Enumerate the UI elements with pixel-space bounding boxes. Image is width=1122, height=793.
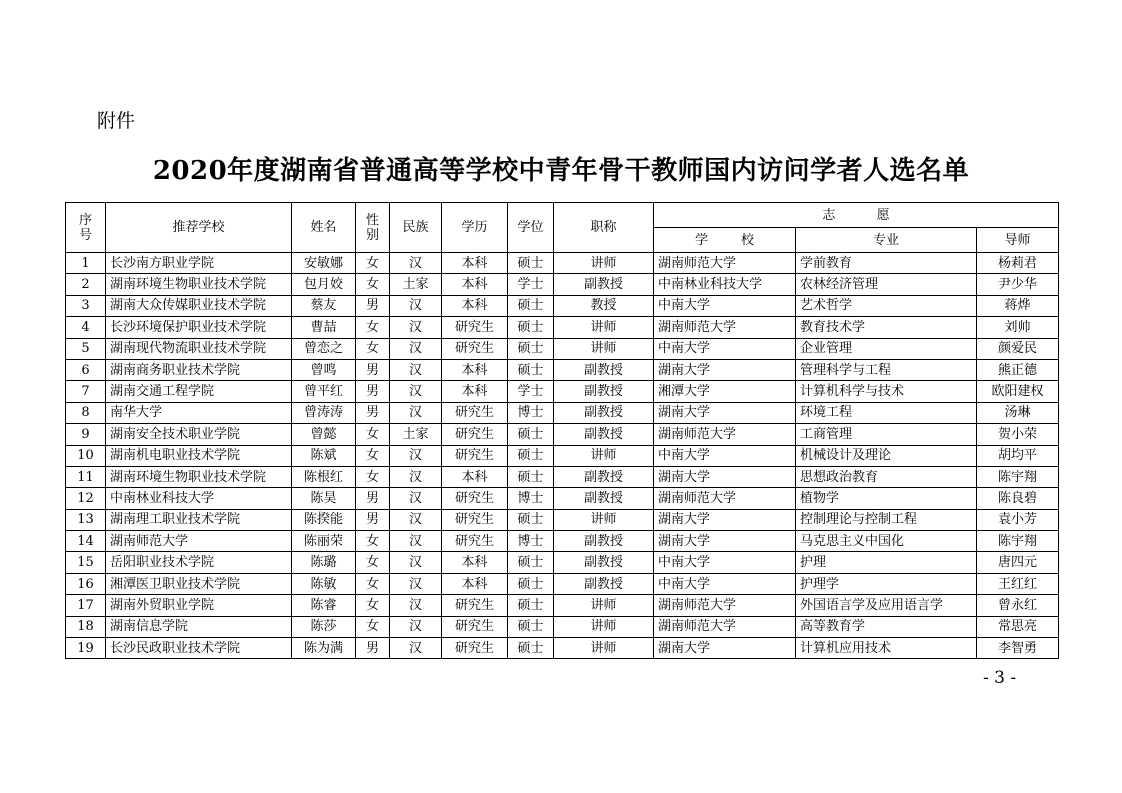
cell-ethnicity: 汉 xyxy=(390,317,442,338)
cell-name: 陈丽荣 xyxy=(292,531,356,552)
header-name: 姓名 xyxy=(292,203,356,253)
cell-degree: 硕士 xyxy=(508,359,554,380)
cell-pref-school: 湖南大学 xyxy=(654,402,796,423)
cell-title: 副教授 xyxy=(554,274,654,295)
cell-seq: 13 xyxy=(66,509,106,530)
cell-pref-school: 中南大学 xyxy=(654,573,796,594)
cell-education: 本科 xyxy=(442,253,508,274)
cell-ethnicity: 汉 xyxy=(390,616,442,637)
cell-seq: 11 xyxy=(66,466,106,487)
cell-school: 湖南机电职业技术学院 xyxy=(106,445,292,466)
cell-education: 研究生 xyxy=(442,317,508,338)
cell-school: 湖南理工职业技术学院 xyxy=(106,509,292,530)
cell-seq: 8 xyxy=(66,402,106,423)
header-preference: 志 愿 xyxy=(654,203,1059,228)
cell-major: 思想政治教育 xyxy=(796,466,977,487)
document-title: 2020年度湖南省普通高等学校中青年骨干教师国内访问学者人选名单 xyxy=(152,156,970,186)
cell-name: 陈莎 xyxy=(292,616,356,637)
cell-title: 副教授 xyxy=(554,466,654,487)
cell-title: 副教授 xyxy=(554,402,654,423)
cell-seq: 14 xyxy=(66,531,106,552)
cell-name: 陈敏 xyxy=(292,573,356,594)
cell-mentor: 刘帅 xyxy=(977,317,1059,338)
table-row xyxy=(66,531,1059,552)
cell-mentor: 杨莉君 xyxy=(977,253,1059,274)
cell-pref-school: 湖南师范大学 xyxy=(654,424,796,445)
cell-degree: 硕士 xyxy=(508,573,554,594)
table-row xyxy=(66,402,1059,423)
table-row xyxy=(66,616,1059,637)
table-row xyxy=(66,638,1059,659)
cell-school: 湖南现代物流职业技术学院 xyxy=(106,338,292,359)
cell-pref-school: 湖南师范大学 xyxy=(654,595,796,616)
cell-ethnicity: 汉 xyxy=(390,552,442,573)
cell-degree: 硕士 xyxy=(508,616,554,637)
header-ethnicity: 民族 xyxy=(390,203,442,253)
header-major: 专业 xyxy=(796,228,977,253)
cell-seq: 16 xyxy=(66,573,106,594)
cell-education: 研究生 xyxy=(442,595,508,616)
attachment-label: 附件 xyxy=(97,110,136,132)
cell-ethnicity: 汉 xyxy=(390,338,442,359)
cell-ethnicity: 汉 xyxy=(390,488,442,509)
cell-degree: 硕士 xyxy=(508,445,554,466)
cell-major: 环境工程 xyxy=(796,402,977,423)
cell-ethnicity: 汉 xyxy=(390,509,442,530)
cell-title: 讲师 xyxy=(554,317,654,338)
table-row xyxy=(66,274,1059,295)
cell-ethnicity: 汉 xyxy=(390,573,442,594)
cell-seq: 3 xyxy=(66,295,106,316)
cell-degree: 学士 xyxy=(508,274,554,295)
candidate-table xyxy=(65,202,1059,659)
cell-name: 陈睿 xyxy=(292,595,356,616)
cell-ethnicity: 汉 xyxy=(390,295,442,316)
cell-ethnicity: 汉 xyxy=(390,466,442,487)
table-row xyxy=(66,338,1059,359)
table-row xyxy=(66,488,1059,509)
cell-name: 曾平红 xyxy=(292,381,356,402)
cell-major: 艺术哲学 xyxy=(796,295,977,316)
cell-major: 外国语言学及应用语言学 xyxy=(796,595,977,616)
cell-title: 教授 xyxy=(554,295,654,316)
cell-seq: 6 xyxy=(66,359,106,380)
cell-name: 陈根红 xyxy=(292,466,356,487)
cell-pref-school: 中南大学 xyxy=(654,338,796,359)
cell-name: 陈揆能 xyxy=(292,509,356,530)
page-number: - 3 - xyxy=(983,668,1017,688)
cell-gender: 男 xyxy=(356,359,390,380)
cell-name: 包月姣 xyxy=(292,274,356,295)
cell-seq: 5 xyxy=(66,338,106,359)
cell-school: 湖南交通工程学院 xyxy=(106,381,292,402)
cell-title: 讲师 xyxy=(554,445,654,466)
header-degree: 学位 xyxy=(508,203,554,253)
cell-major: 教育技术学 xyxy=(796,317,977,338)
cell-mentor: 唐四元 xyxy=(977,552,1059,573)
cell-education: 本科 xyxy=(442,359,508,380)
cell-school: 湖南环境生物职业技术学院 xyxy=(106,274,292,295)
cell-major: 马克思主义中国化 xyxy=(796,531,977,552)
cell-pref-school: 中南大学 xyxy=(654,295,796,316)
header-mentor: 导师 xyxy=(977,228,1059,253)
cell-degree: 硕士 xyxy=(508,295,554,316)
cell-pref-school: 湖南师范大学 xyxy=(654,488,796,509)
cell-gender: 男 xyxy=(356,295,390,316)
header-title: 职称 xyxy=(554,203,654,253)
cell-pref-school: 中南大学 xyxy=(654,552,796,573)
header-pref-school: 学 校 xyxy=(654,228,796,253)
cell-school: 中南林业科技大学 xyxy=(106,488,292,509)
cell-major: 机械设计及理论 xyxy=(796,445,977,466)
cell-ethnicity: 汉 xyxy=(390,253,442,274)
cell-mentor: 陈宇翔 xyxy=(977,531,1059,552)
cell-seq: 12 xyxy=(66,488,106,509)
cell-school: 湖南环境生物职业技术学院 xyxy=(106,466,292,487)
cell-seq: 15 xyxy=(66,552,106,573)
cell-degree: 硕士 xyxy=(508,638,554,659)
cell-title: 副教授 xyxy=(554,381,654,402)
cell-ethnicity: 汉 xyxy=(390,359,442,380)
cell-major: 工商管理 xyxy=(796,424,977,445)
cell-title: 讲师 xyxy=(554,253,654,274)
cell-seq: 7 xyxy=(66,381,106,402)
cell-education: 本科 xyxy=(442,295,508,316)
cell-ethnicity: 汉 xyxy=(390,638,442,659)
cell-pref-school: 湖南师范大学 xyxy=(654,317,796,338)
cell-education: 本科 xyxy=(442,552,508,573)
cell-school: 湖南信息学院 xyxy=(106,616,292,637)
cell-title: 副教授 xyxy=(554,573,654,594)
cell-gender: 男 xyxy=(356,488,390,509)
cell-name: 陈为满 xyxy=(292,638,356,659)
cell-gender: 女 xyxy=(356,552,390,573)
cell-seq: 18 xyxy=(66,616,106,637)
cell-major: 护理 xyxy=(796,552,977,573)
cell-seq: 1 xyxy=(66,253,106,274)
cell-seq: 2 xyxy=(66,274,106,295)
cell-title: 副教授 xyxy=(554,488,654,509)
cell-gender: 女 xyxy=(356,573,390,594)
cell-education: 研究生 xyxy=(442,616,508,637)
cell-pref-school: 中南林业科技大学 xyxy=(654,274,796,295)
cell-degree: 学士 xyxy=(508,381,554,402)
table-row xyxy=(66,595,1059,616)
cell-education: 研究生 xyxy=(442,402,508,423)
cell-education: 研究生 xyxy=(442,445,508,466)
cell-school: 长沙环境保护职业技术学院 xyxy=(106,317,292,338)
cell-name: 曹喆 xyxy=(292,317,356,338)
table-row xyxy=(66,317,1059,338)
cell-degree: 硕士 xyxy=(508,317,554,338)
table-body xyxy=(66,253,1059,659)
cell-degree: 硕士 xyxy=(508,338,554,359)
table-row xyxy=(66,552,1059,573)
cell-gender: 女 xyxy=(356,338,390,359)
cell-degree: 博士 xyxy=(508,402,554,423)
table-row xyxy=(66,359,1059,380)
cell-school: 湖南大众传媒职业技术学院 xyxy=(106,295,292,316)
cell-name: 陈昊 xyxy=(292,488,356,509)
cell-major: 控制理论与控制工程 xyxy=(796,509,977,530)
cell-title: 副教授 xyxy=(554,424,654,445)
cell-ethnicity: 汉 xyxy=(390,402,442,423)
cell-school: 湖南师范大学 xyxy=(106,531,292,552)
header-school: 推荐学校 xyxy=(106,203,292,253)
cell-title: 讲师 xyxy=(554,595,654,616)
cell-gender: 男 xyxy=(356,402,390,423)
table-row xyxy=(66,424,1059,445)
cell-gender: 女 xyxy=(356,616,390,637)
cell-degree: 硕士 xyxy=(508,552,554,573)
cell-degree: 硕士 xyxy=(508,595,554,616)
cell-name: 曾恋之 xyxy=(292,338,356,359)
cell-seq: 4 xyxy=(66,317,106,338)
cell-major: 企业管理 xyxy=(796,338,977,359)
cell-ethnicity: 汉 xyxy=(390,445,442,466)
cell-education: 研究生 xyxy=(442,488,508,509)
cell-name: 曾鸣 xyxy=(292,359,356,380)
table-row xyxy=(66,445,1059,466)
cell-ethnicity: 汉 xyxy=(390,595,442,616)
cell-education: 本科 xyxy=(442,466,508,487)
cell-gender: 男 xyxy=(356,509,390,530)
cell-mentor: 贺小荣 xyxy=(977,424,1059,445)
cell-school: 湘潭医卫职业技术学院 xyxy=(106,573,292,594)
header-gender: 性 别 xyxy=(356,203,390,253)
cell-school: 南华大学 xyxy=(106,402,292,423)
cell-pref-school: 湖南大学 xyxy=(654,531,796,552)
cell-school: 长沙南方职业学院 xyxy=(106,253,292,274)
cell-title: 讲师 xyxy=(554,616,654,637)
cell-mentor: 曾永红 xyxy=(977,595,1059,616)
cell-gender: 女 xyxy=(356,445,390,466)
cell-pref-school: 湖南大学 xyxy=(654,638,796,659)
table-row xyxy=(66,466,1059,487)
cell-school: 湖南安全技术职业学院 xyxy=(106,424,292,445)
cell-degree: 硕士 xyxy=(508,466,554,487)
cell-mentor: 汤琳 xyxy=(977,402,1059,423)
cell-seq: 10 xyxy=(66,445,106,466)
cell-pref-school: 中南大学 xyxy=(654,445,796,466)
cell-gender: 女 xyxy=(356,466,390,487)
cell-name: 蔡友 xyxy=(292,295,356,316)
cell-seq: 9 xyxy=(66,424,106,445)
cell-mentor: 颜爱民 xyxy=(977,338,1059,359)
cell-education: 本科 xyxy=(442,274,508,295)
cell-degree: 硕士 xyxy=(508,509,554,530)
cell-degree: 博士 xyxy=(508,488,554,509)
table-row xyxy=(66,509,1059,530)
cell-mentor: 欧阳建权 xyxy=(977,381,1059,402)
cell-gender: 女 xyxy=(356,531,390,552)
cell-education: 研究生 xyxy=(442,509,508,530)
header-education: 学历 xyxy=(442,203,508,253)
cell-ethnicity: 汉 xyxy=(390,381,442,402)
cell-education: 研究生 xyxy=(442,424,508,445)
cell-pref-school: 湖南师范大学 xyxy=(654,616,796,637)
cell-title: 讲师 xyxy=(554,638,654,659)
cell-gender: 女 xyxy=(356,424,390,445)
cell-mentor: 袁小芳 xyxy=(977,509,1059,530)
cell-name: 陈璐 xyxy=(292,552,356,573)
header-seq: 序 号 xyxy=(66,203,106,253)
cell-title: 讲师 xyxy=(554,338,654,359)
cell-gender: 男 xyxy=(356,638,390,659)
cell-pref-school: 湖南大学 xyxy=(654,466,796,487)
cell-mentor: 常思亮 xyxy=(977,616,1059,637)
cell-seq: 17 xyxy=(66,595,106,616)
cell-education: 研究生 xyxy=(442,338,508,359)
cell-mentor: 熊正德 xyxy=(977,359,1059,380)
cell-education: 研究生 xyxy=(442,531,508,552)
cell-school: 湖南外贸职业学院 xyxy=(106,595,292,616)
cell-ethnicity: 汉 xyxy=(390,531,442,552)
cell-title: 副教授 xyxy=(554,552,654,573)
cell-school: 长沙民政职业技术学院 xyxy=(106,638,292,659)
cell-gender: 女 xyxy=(356,253,390,274)
table-row xyxy=(66,295,1059,316)
cell-major: 高等教育学 xyxy=(796,616,977,637)
cell-pref-school: 湖南大学 xyxy=(654,509,796,530)
cell-mentor: 尹少华 xyxy=(977,274,1059,295)
cell-name: 曾涛涛 xyxy=(292,402,356,423)
table-row xyxy=(66,253,1059,274)
cell-major: 护理学 xyxy=(796,573,977,594)
cell-school: 湖南商务职业技术学院 xyxy=(106,359,292,380)
cell-major: 计算机应用技术 xyxy=(796,638,977,659)
cell-mentor: 陈良碧 xyxy=(977,488,1059,509)
cell-gender: 女 xyxy=(356,317,390,338)
cell-mentor: 王红红 xyxy=(977,573,1059,594)
table-row xyxy=(66,573,1059,594)
cell-title: 讲师 xyxy=(554,509,654,530)
cell-ethnicity: 土家 xyxy=(390,424,442,445)
header-row xyxy=(66,203,1059,228)
cell-name: 安敏娜 xyxy=(292,253,356,274)
cell-title: 副教授 xyxy=(554,531,654,552)
cell-major: 植物学 xyxy=(796,488,977,509)
cell-major: 学前教育 xyxy=(796,253,977,274)
cell-degree: 硕士 xyxy=(508,253,554,274)
cell-seq: 19 xyxy=(66,638,106,659)
cell-education: 研究生 xyxy=(442,638,508,659)
cell-mentor: 蒋烨 xyxy=(977,295,1059,316)
cell-education: 本科 xyxy=(442,573,508,594)
cell-pref-school: 湘潭大学 xyxy=(654,381,796,402)
cell-school: 岳阳职业技术学院 xyxy=(106,552,292,573)
cell-degree: 博士 xyxy=(508,531,554,552)
cell-name: 陈斌 xyxy=(292,445,356,466)
cell-mentor: 胡均平 xyxy=(977,445,1059,466)
cell-title: 副教授 xyxy=(554,359,654,380)
cell-mentor: 李智勇 xyxy=(977,638,1059,659)
cell-pref-school: 湖南大学 xyxy=(654,359,796,380)
cell-gender: 男 xyxy=(356,381,390,402)
table-row xyxy=(66,381,1059,402)
cell-major: 计算机科学与技术 xyxy=(796,381,977,402)
cell-major: 农林经济管理 xyxy=(796,274,977,295)
cell-major: 管理科学与工程 xyxy=(796,359,977,380)
cell-gender: 女 xyxy=(356,274,390,295)
cell-mentor: 陈宇翔 xyxy=(977,466,1059,487)
cell-name: 曾懿 xyxy=(292,424,356,445)
cell-education: 本科 xyxy=(442,381,508,402)
cell-ethnicity: 土家 xyxy=(390,274,442,295)
cell-pref-school: 湖南师范大学 xyxy=(654,253,796,274)
cell-degree: 硕士 xyxy=(508,424,554,445)
cell-gender: 女 xyxy=(356,595,390,616)
